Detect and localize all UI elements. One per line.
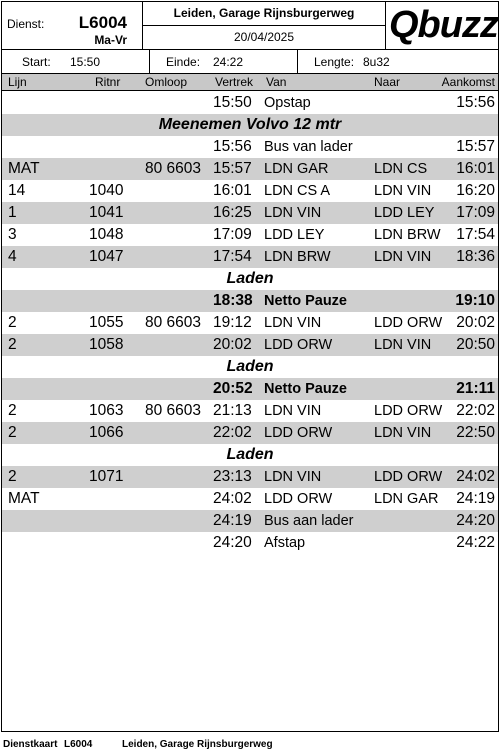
cell-vertrek: 20:52 [213,380,253,397]
cell-naar: LDN GAR [374,491,439,507]
section-title-row [2,114,498,136]
section-title-row [2,356,498,378]
cell-vertrek: 24:20 [213,534,252,551]
col-aankomst: Aankomst [441,75,495,89]
cell-van: LDD ORW [264,491,333,507]
dienst-code: L6004 [78,13,127,32]
cell-lijn: 4 [8,248,17,265]
pause-row [2,378,498,400]
cell-van: LDN GAR [264,161,329,177]
cell-aankomst: 16:20 [456,182,495,199]
cell-aankomst: 22:02 [456,402,495,419]
section-title: Laden [226,270,274,287]
footer-card-label: Dienstkaart [3,739,58,750]
table-row [2,334,498,356]
cell-aankomst: 22:50 [456,424,495,441]
cell-naar: LDN VIN [374,425,432,441]
cell-aankomst: 19:10 [455,292,495,309]
cell-aankomst: 15:57 [456,138,495,155]
cell-naar: LDD ORW [374,469,443,485]
table-row [2,136,498,158]
cell-van: LDN VIN [264,315,322,331]
cell-lijn: 2 [8,424,17,441]
start-value: 15:50 [70,55,101,69]
cell-vertrek: 24:19 [213,512,252,529]
cell-vertrek: 16:25 [213,204,252,221]
cell-ritnr: 1063 [89,402,124,419]
cell-van: LDD LEY [264,227,325,243]
cell-ritnr: 1071 [89,468,124,485]
cell-lijn: 2 [8,402,17,419]
table-row [2,158,498,180]
cell-lijn: 2 [8,468,17,485]
lengte-value: 8u32 [363,55,390,69]
cell-vertrek: 20:02 [213,336,252,353]
section-title: Meenemen Volvo 12 mtr [158,116,342,133]
cell-aankomst: 18:36 [456,248,495,265]
cell-naar: LDN VIN [374,183,432,199]
cell-aankomst: 16:01 [456,160,495,177]
einde-cell [150,50,298,74]
cell-vertrek: 23:13 [213,468,252,485]
cell-aankomst: 20:02 [456,314,495,331]
dienst-block [2,2,143,50]
cell-lijn: MAT [8,490,40,507]
cell-aankomst: 17:09 [456,204,495,221]
section-title: Laden [226,446,274,463]
lengte-cell [298,50,498,74]
cell-van: LDN VIN [264,403,322,419]
table-row [2,180,498,202]
dienst-label: Dienst: [7,17,45,31]
table-row [2,400,498,422]
cell-vertrek: 17:54 [213,248,252,265]
cell-vertrek: 16:01 [213,182,252,199]
table-row [2,532,498,554]
lengte-label: Lengte: [314,55,355,69]
table-row [2,488,498,510]
date-cell [143,26,386,50]
cell-naar: LDD ORW [374,403,443,419]
cell-lijn: 3 [8,226,17,243]
cell-vertrek: 21:13 [213,402,252,419]
cell-lijn: 1 [8,204,17,221]
cell-aankomst: 24:19 [456,490,495,507]
einde-label: Einde: [166,55,201,69]
col-naar: Naar [374,75,401,89]
col-omloop: Omloop [145,75,188,89]
cell-van: LDN VIN [264,205,322,221]
cell-vertrek: 17:09 [213,226,252,243]
schedule-table [2,92,498,554]
cell-vertrek: 24:02 [213,490,252,507]
cell-van: Afstap [264,535,306,551]
cell-ritnr: 1048 [89,226,124,243]
section-title: Laden [226,358,274,375]
table-row [2,312,498,334]
cell-van: Opstap [264,95,311,111]
location-cell [143,2,386,26]
cell-van: LDD ORW [264,337,333,353]
cell-ritnr: 1040 [89,182,124,199]
location-text: Leiden, Garage Rijnsburgerweg [173,6,355,20]
qbuzz-logo: Qbuzz [389,4,498,46]
table-row [2,224,498,246]
start-cell [2,50,150,74]
cell-van: LDD ORW [264,425,333,441]
cell-ritnr: 1058 [89,336,124,353]
col-lijn: Lijn [8,75,27,89]
start-label: Start: [22,55,51,69]
cell-naar: LDN CS [374,161,428,177]
section-title-row [2,444,498,466]
table-row [2,466,498,488]
cell-van: Bus aan lader [264,513,354,529]
cell-aankomst: 15:56 [456,94,495,111]
cell-lijn: 2 [8,336,17,353]
cell-vertrek: 19:12 [213,314,252,331]
logo-cell [386,2,498,50]
footer-location: Leiden, Garage Rijnsburgerweg [122,739,273,750]
cell-naar: LDD ORW [374,315,443,331]
column-header-row [2,74,498,91]
cell-aankomst: 21:11 [456,380,495,397]
pause-row [2,290,498,312]
table-row [2,246,498,268]
cell-van: LDN VIN [264,469,322,485]
cell-lijn: MAT [8,160,40,177]
cell-aankomst: 17:54 [456,226,495,243]
cell-vertrek: 15:57 [213,160,252,177]
table-row [2,510,498,532]
col-vertrek: Vertrek [215,75,254,89]
cell-vertrek: 15:50 [213,94,252,111]
service-card [1,1,499,732]
cell-lijn: 14 [8,182,26,199]
cell-aankomst: 24:22 [456,534,495,551]
cell-naar: LDD LEY [374,205,435,221]
einde-value: 24:22 [213,55,244,69]
cell-aankomst: 20:50 [456,336,495,353]
cell-naar: LDN BRW [374,227,441,243]
table-row [2,422,498,444]
cell-naar: LDN VIN [374,249,432,265]
cell-ritnr: 1066 [89,424,124,441]
cell-vertrek: 22:02 [213,424,252,441]
cell-vertrek: 15:56 [213,138,252,155]
cell-omloop: 80 6603 [145,402,202,419]
cell-omloop: 80 6603 [145,160,202,177]
cell-van: Netto Pauze [264,381,347,397]
cell-ritnr: 1047 [89,248,124,265]
date-text: 20/04/2025 [233,30,295,44]
cell-van: LDN CS A [264,183,331,199]
cell-aankomst: 24:02 [456,468,495,485]
table-row [2,92,498,114]
cell-aankomst: 24:20 [456,512,495,529]
cell-vertrek: 18:38 [213,292,253,309]
cell-van: Netto Pauze [264,293,347,309]
cell-lijn: 2 [8,314,17,331]
cell-ritnr: 1055 [89,314,124,331]
table-row [2,202,498,224]
section-title-row [2,268,498,290]
cell-omloop: 80 6603 [145,314,202,331]
cell-van: LDN BRW [264,249,331,265]
col-ritnr: Ritnr [95,75,121,89]
cell-ritnr: 1041 [89,204,124,221]
cell-van: Bus van lader [264,139,353,155]
col-van: Van [266,75,287,89]
footer-card-code: L6004 [64,739,93,750]
dienst-days: Ma-Vr [94,33,127,47]
cell-naar: LDN VIN [374,337,432,353]
